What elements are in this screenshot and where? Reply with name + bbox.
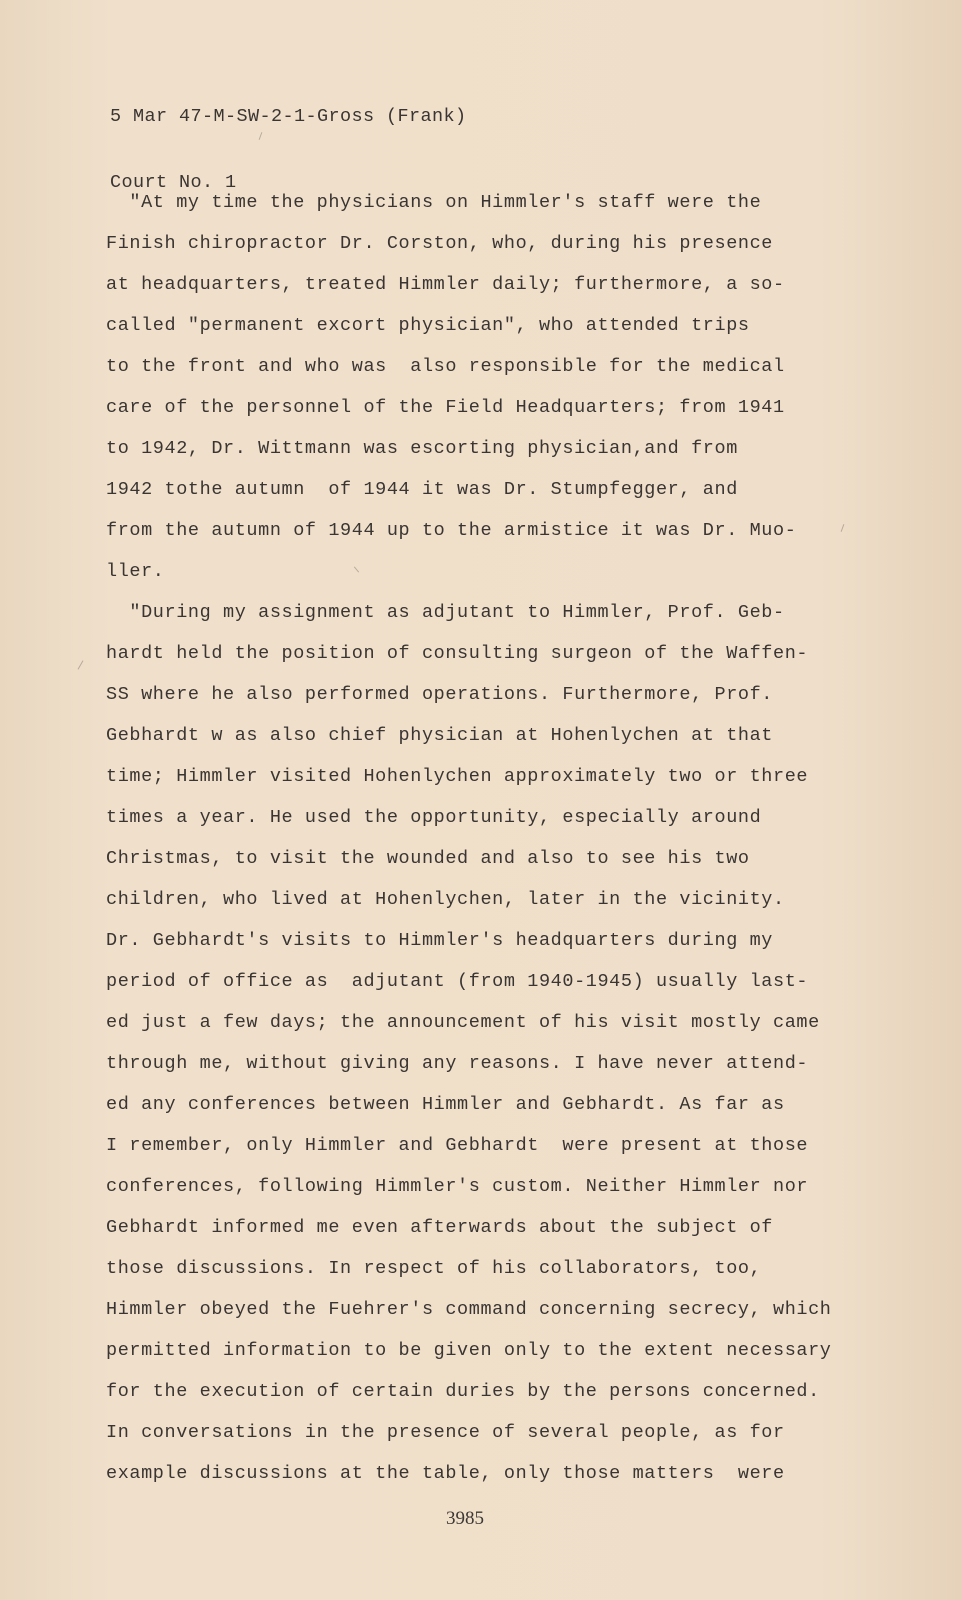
text-line: to 1942, Dr. Wittmann was escorting physician,and from [106,438,738,459]
text-line: period of office as adjutant (from 1940-1945) usually last- [106,971,809,992]
text-line: children, who lived at Hohenlychen, later in the vicinity. [106,889,785,910]
text-line: from the autumn of 1944 up to the armistice it was Dr. Muo- [106,520,797,541]
text-line: called "permanent excort physician", who attended trips [106,315,750,336]
text-line: Gebhardt w as also chief physician at Hohenlychen at that [106,725,774,746]
text-line: care of the personnel of the Field Headquarters; from 1941 [106,397,785,418]
text-line: Dr. Gebhardt's visits to Himmler's headquarters during my [106,930,774,951]
header-case-reference: 5 Mar 47-M-SW-2-1-Gross (Frank) [110,106,467,127]
text-line: In conversations in the presence of several people, as for [106,1422,785,1443]
text-line: Christmas, to visit the wounded and also to see his two [106,848,750,869]
text-line: to the front and who was also responsible for the medical [106,356,785,377]
paper-speck [78,660,84,669]
text-line: SS where he also performed operations. Furthermore, Prof. [106,684,774,705]
text-line: Finish chiropractor Dr. Corston, who, during his presence [106,233,774,254]
text-line: "At my time the physicians on Himmler's staff were the [106,192,762,213]
text-line: at headquarters, treated Himmler daily; furthermore, a so- [106,274,785,295]
page-number: 3985 [446,1508,484,1529]
text-line: ller. [106,561,165,582]
text-line: conferences, following Himmler's custom. Neither Himmler nor [106,1176,809,1197]
text-line: for the execution of certain duries by the persons concerned. [106,1381,820,1402]
document-body [106,182,906,1494]
text-line: through me, without giving any reasons. I have never attend- [106,1053,809,1074]
text-line: time; Himmler visited Hohenlychen approximately two or three [106,766,809,787]
text-line: ed just a few days; the announcement of his visit mostly came [106,1012,820,1033]
text-line: example discussions at the table, only those matters were [106,1463,785,1484]
text-line: Gebhardt informed me even afterwards about the subject of [106,1217,774,1238]
text-line: "During my assignment as adjutant to Himmler, Prof. Geb- [106,602,785,623]
text-line: ed any conferences between Himmler and Gebhardt. As far as [106,1094,785,1115]
text-line: 1942 tothe autumn of 1944 it was Dr. Stumpfegger, and [106,479,738,500]
text-line: permitted information to be given only to the extent necessary [106,1340,832,1361]
text-line: hardt held the position of consulting surgeon of the Waffen- [106,643,809,664]
text-line: times a year. He used the opportunity, especially around [106,807,762,828]
header-court-number: Court No. 1 [110,172,237,193]
text-line: I remember, only Himmler and Gebhardt were present at those [106,1135,809,1156]
text-line: those discussions. In respect of his collaborators, too, [106,1258,762,1279]
text-line: Himmler obeyed the Fuehrer's command concerning secrecy, which [106,1299,832,1320]
